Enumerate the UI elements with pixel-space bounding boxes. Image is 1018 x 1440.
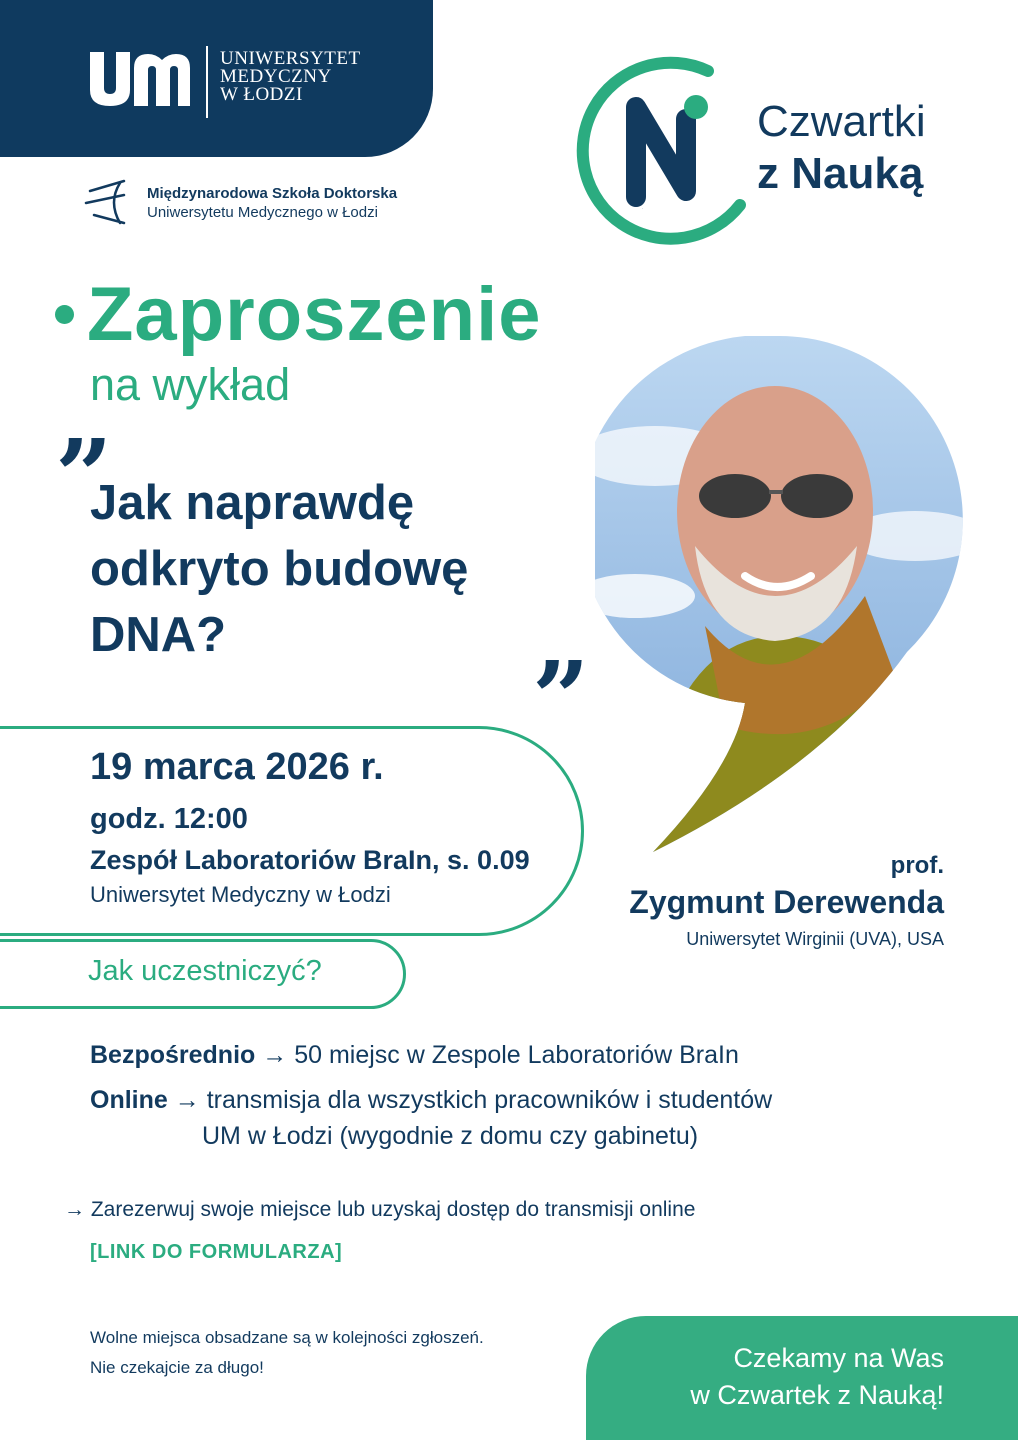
cta-line2: w Czwartek z Nauką! <box>690 1380 944 1410</box>
option-online-text-continued: UM w Łodzi (wygodnie z domu czy gabinetu) <box>202 1122 699 1150</box>
reserve-text: Zarezerwuj swoje miejsce lub uzyskaj dostęp do transmisji online <box>90 1198 696 1221</box>
speaker-title: prof. <box>890 852 944 879</box>
event-time: godz. 12:00 <box>90 803 248 835</box>
arrow-right-icon: → <box>64 1198 85 1221</box>
header-bar <box>0 0 433 157</box>
participation-label: Jak uczestniczyć? <box>88 955 322 987</box>
reserve-instruction <box>64 1198 695 1222</box>
arrow-right-icon: → <box>262 1041 288 1069</box>
quote-open-icon: ” <box>55 417 113 535</box>
form-link[interactable]: [LINK DO FORMULARZA] <box>90 1241 343 1263</box>
speaker-affiliation: Uniwersytet Wirginii (UVA), USA <box>686 929 944 949</box>
university-name-line: W ŁODZI <box>220 84 303 105</box>
invitation-heading: Zaproszenie <box>87 272 542 357</box>
school-name-line2: Uniwersytetu Medycznego w Łodzi <box>147 204 378 221</box>
option-direct-label: Bezpośrednio <box>90 1041 256 1069</box>
logo-letter: N <box>642 209 643 210</box>
series-title-line2: z Nauką <box>757 149 924 198</box>
option-online <box>90 1083 772 1117</box>
heading-bullet <box>55 305 74 324</box>
series-title <box>757 96 926 200</box>
cta-line1: Czekamy na Was <box>733 1343 944 1373</box>
cta-text <box>690 1340 944 1414</box>
doctoral-school-icon <box>84 177 130 227</box>
logo-divider <box>206 46 208 118</box>
university-name-line: MEDYCZNY <box>220 66 332 87</box>
speaker-name: Zygmunt Derewenda <box>629 884 944 920</box>
event-organization: Uniwersytet Medyczny w Łodzi <box>90 882 391 907</box>
event-date: 19 marca 2026 r. <box>90 746 384 788</box>
arrow-right-icon: → <box>174 1086 200 1114</box>
quote-close-icon: ” <box>532 639 590 757</box>
footnote <box>90 1323 484 1383</box>
option-direct-text: 50 miejsc w Zespole Laboratoriów BraIn <box>294 1041 739 1069</box>
speaker-photo <box>595 336 965 856</box>
series-title-line1: Czwartki <box>757 97 926 146</box>
footnote-line1: Wolne miejsca obsadzane są w kolejności zgłoszeń. <box>90 1328 484 1347</box>
option-online-text: transmisja dla wszystkich pracowników i studentów <box>206 1086 773 1114</box>
option-online-label: Online <box>90 1086 168 1114</box>
option-direct <box>90 1038 739 1072</box>
school-name-line1: Międzynarodowa Szkoła Doktorska <box>147 185 398 202</box>
czwartki-logo-icon <box>568 55 748 250</box>
invitation-subheading: na wykład <box>90 359 291 410</box>
event-place: Zespół Laboratoriów BraIn, s. 0.09 <box>90 845 530 875</box>
lecture-title: Jak naprawdę odkryto budowę DNA? <box>90 476 469 662</box>
um-logo-icon <box>90 52 194 108</box>
doctoral-school-name <box>147 184 397 222</box>
footnote-line2: Nie czekajcie za długo! <box>90 1358 264 1377</box>
university-name-line: UNIWERSYTET <box>220 48 361 69</box>
university-name <box>220 50 361 104</box>
